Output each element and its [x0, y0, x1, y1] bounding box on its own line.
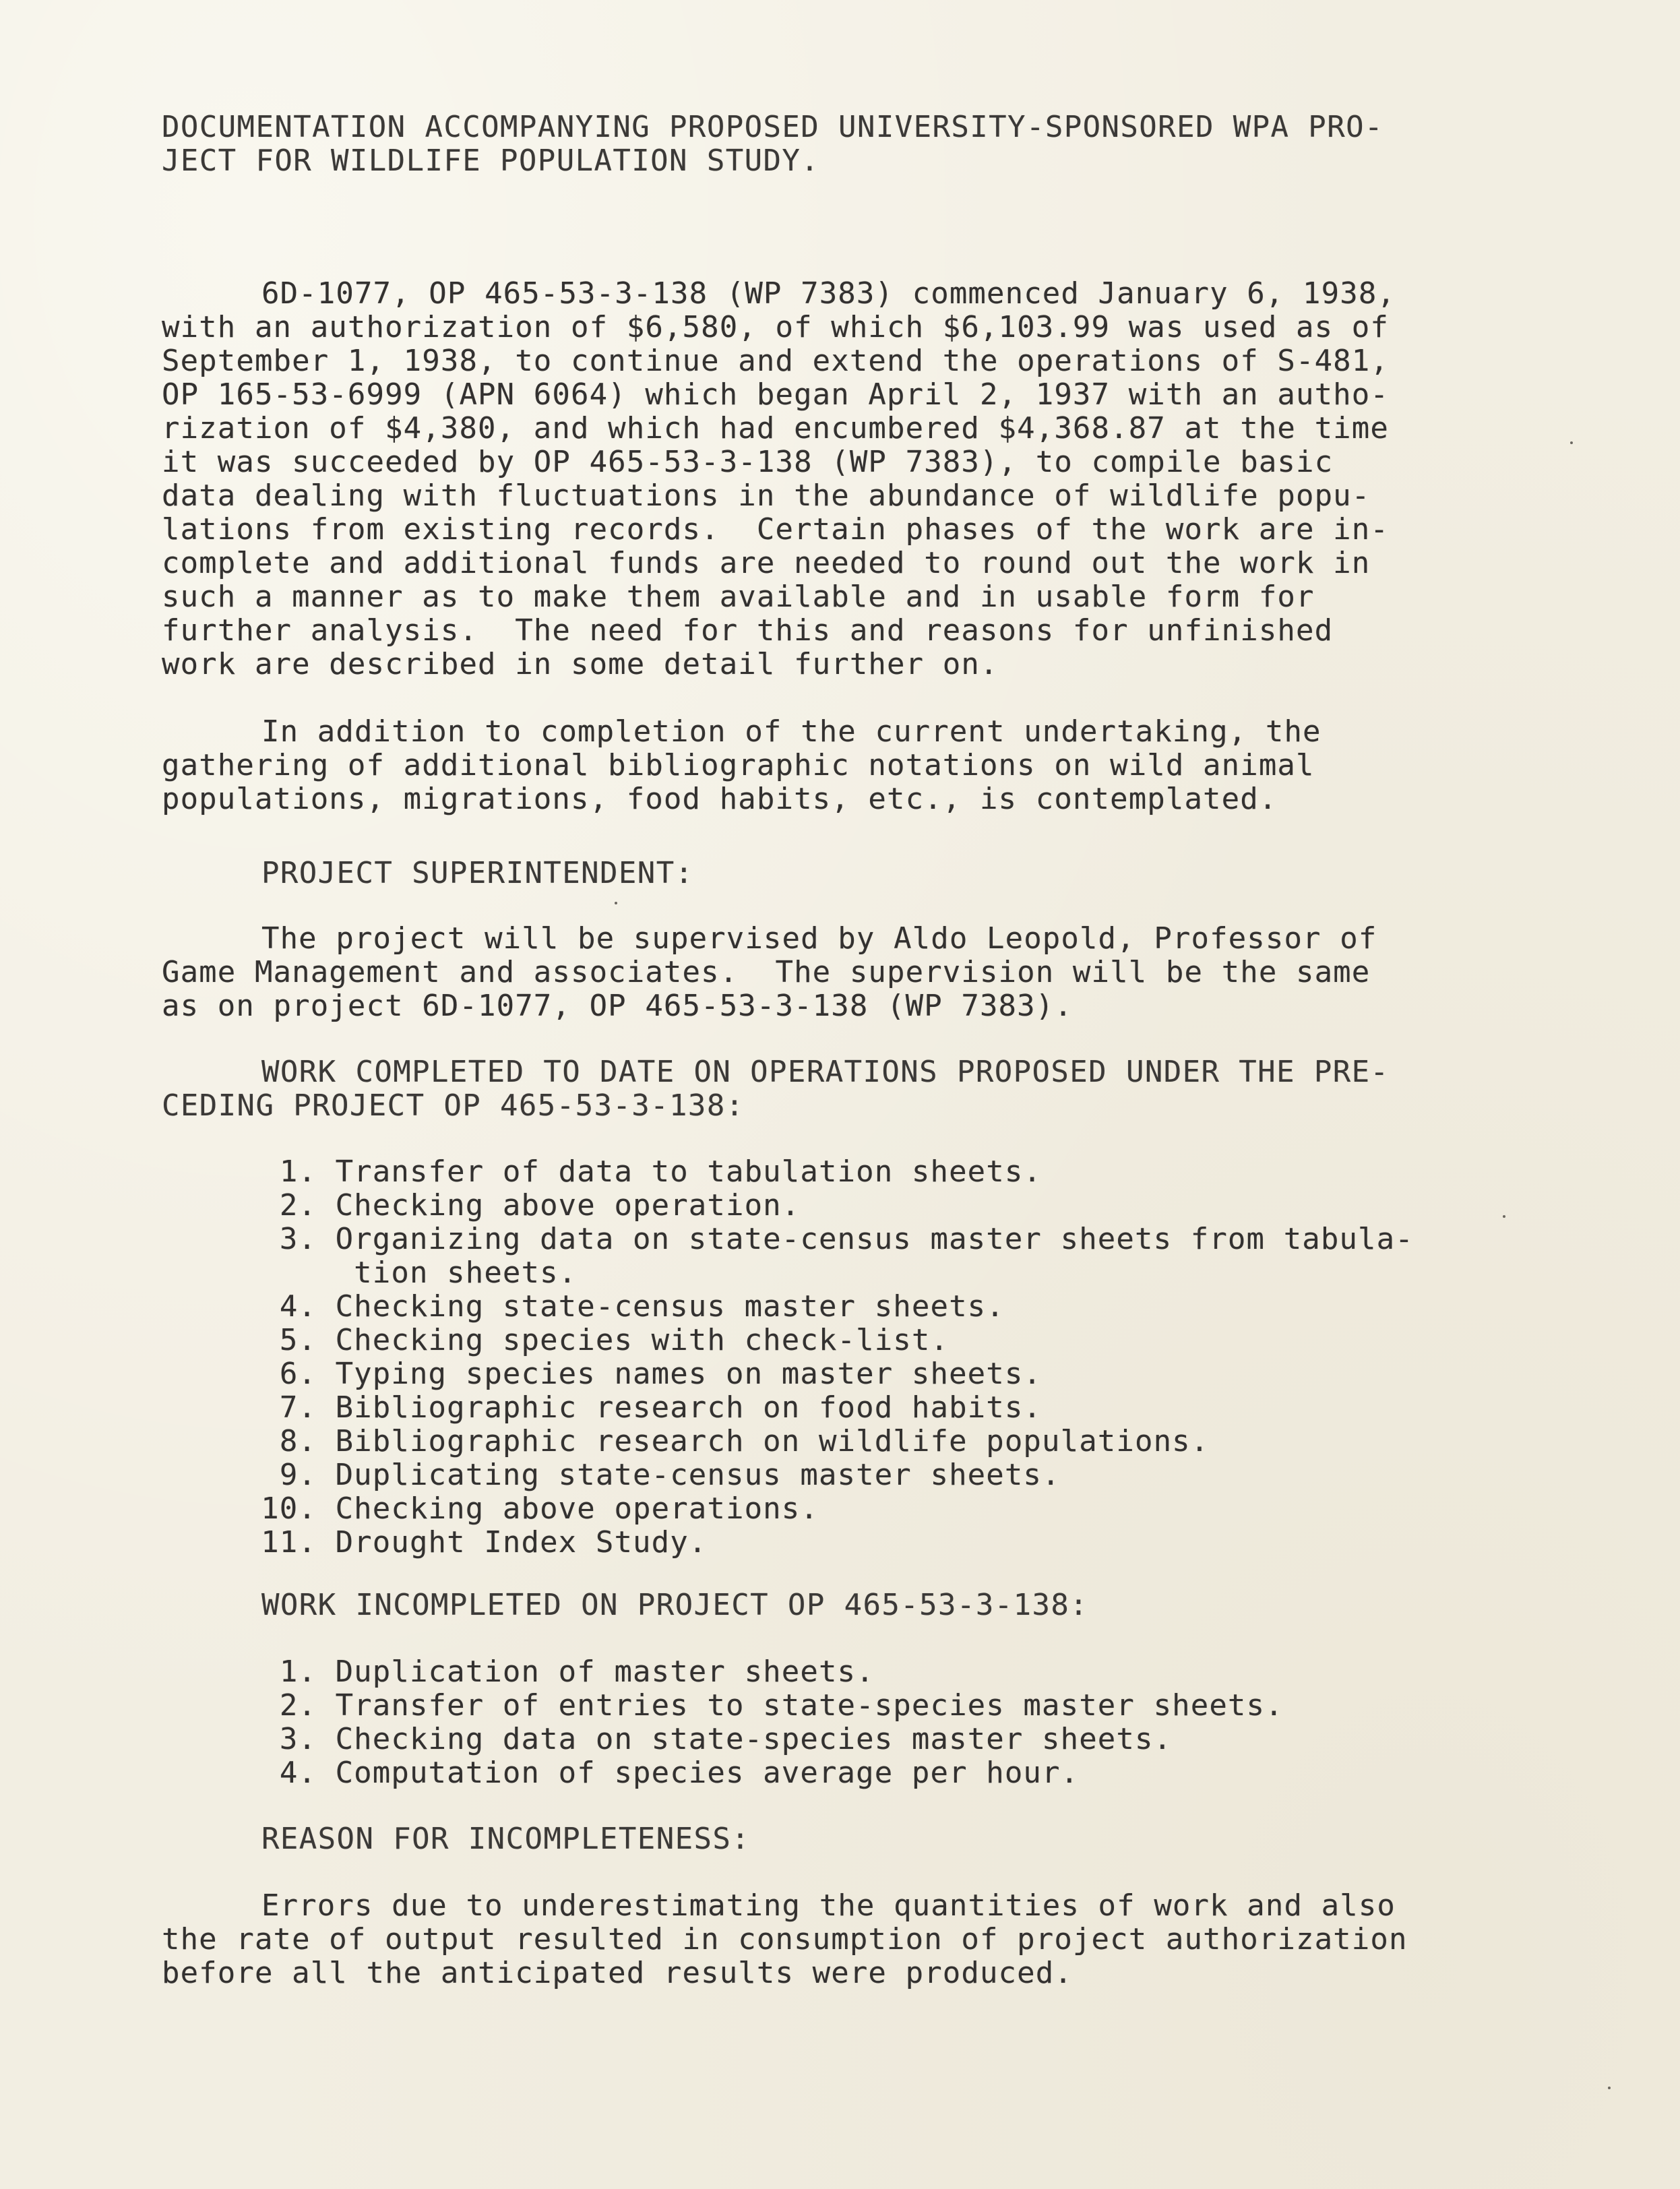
document-title-line-1: DOCUMENTATION ACCOMPANYING PROPOSED UNIVERSITY-SPONSORED WPA PRO- [162, 110, 1383, 144]
item-text: Checking state-census master sheets. [335, 1289, 1005, 1324]
item-number: 8. [279, 1424, 317, 1458]
paper-speck [615, 902, 617, 904]
paper-speck [1570, 441, 1573, 444]
item-number: 2. [279, 1688, 317, 1723]
item-number: 3. [279, 1222, 317, 1256]
paper-speck [1608, 2087, 1611, 2089]
item-number: 5. [279, 1323, 317, 1357]
addition-paragraph-line: gathering of additional bibliographic notations on wild animal [162, 748, 1315, 782]
item-text: Duplicating state-census master sheets. [335, 1458, 1061, 1492]
intro-paragraph-line: lations from existing records. Certain phases of the work are in- [162, 512, 1389, 547]
item-text: Checking data on state-species master sheets. [335, 1722, 1173, 1756]
completed-list-item [236, 1492, 819, 1526]
completed-list-item [236, 1357, 1042, 1391]
item-text: Transfer of entries to state-species master sheets. [335, 1688, 1284, 1723]
item-text: Transfer of data to tabulation sheets. [335, 1154, 1043, 1189]
intro-paragraph-line: work are described in some detail further on. [162, 647, 999, 681]
reason-paragraph-line: before all the anticipated results were produced. [162, 1956, 1073, 1990]
intro-paragraph-line: rization of $4,380, and which had encumbered $4,368.87 at the time [162, 411, 1389, 445]
item-text: Drought Index Study. [335, 1525, 708, 1560]
intro-paragraph-line: further analysis. The need for this and reasons for unfinished [162, 613, 1334, 648]
item-text: Bibliographic research on food habits. [335, 1390, 1043, 1425]
paper-speck [1503, 1215, 1505, 1218]
item-number: 4. [279, 1289, 317, 1324]
completed-list-item [236, 1425, 1209, 1458]
intro-paragraph-line: 6D-1077, OP 465-53-3-138 (WP 7383) commenced January 6, 1938, [261, 276, 1396, 311]
intro-paragraph-line: data dealing with fluctuations in the abundance of wildlife popu- [162, 479, 1371, 513]
item-text: Duplication of master sheets. [335, 1655, 875, 1689]
intro-paragraph-line: OP 165-53-6999 (APN 6064) which began April 2, 1937 with an autho- [162, 377, 1389, 412]
item-number: 11. [261, 1525, 317, 1560]
document-title-line-2: JECT FOR WILDLIFE POPULATION STUDY. [162, 144, 820, 178]
completed-list-item [236, 1290, 1005, 1324]
completed-list-item [236, 1189, 800, 1223]
item-text: Computation of species average per hour. [335, 1756, 1080, 1790]
completed-heading-line-1: WORK COMPLETED TO DATE ON OPERATIONS PROPOSED UNDER THE PRE- [261, 1055, 1390, 1089]
intro-paragraph-line: with an authorization of $6,580, of which $6,103.99 was used as of [162, 310, 1389, 344]
superintendent-heading: PROJECT SUPERINTENDENT: [261, 856, 694, 890]
item-text: Organizing data on state-census master sheets from tabula- [335, 1222, 1414, 1256]
item-text: tion sheets. [335, 1256, 578, 1290]
completed-list-item [236, 1324, 949, 1357]
completed-list-item [236, 1155, 1042, 1189]
intro-paragraph-line: complete and additional funds are needed to round out the work in [162, 546, 1371, 580]
item-number: 1. [279, 1655, 317, 1689]
reason-paragraph-line: Errors due to underestimating the quantities of work and also [261, 1888, 1396, 1923]
reason-heading: REASON FOR INCOMPLETENESS: [261, 1822, 751, 1856]
completed-list-item [236, 1458, 1061, 1492]
intro-paragraph-line: it was succeeded by OP 465-53-3-138 (WP 7383), to compile basic [162, 445, 1334, 479]
item-text: Checking above operations. [335, 1491, 819, 1526]
superintendent-paragraph-line: as on project 6D-1077, OP 465-53-3-138 (WP 7383). [162, 989, 1073, 1023]
incompleted-heading: WORK INCOMPLETED ON PROJECT OP 465-53-3-138: [261, 1588, 1089, 1622]
item-number: 2. [279, 1188, 317, 1223]
addition-paragraph-line: populations, migrations, food habits, etc., is contemplated. [162, 782, 1278, 816]
item-number: 9. [279, 1458, 317, 1492]
intro-paragraph-line: September 1, 1938, to continue and extend the operations of S-481, [162, 344, 1389, 378]
incompleted-list-item [236, 1655, 875, 1689]
item-number: 7. [279, 1390, 317, 1425]
item-text: Typing species names on master sheets. [335, 1357, 1043, 1391]
completed-list-item [236, 1223, 1414, 1256]
item-text: Checking above operation. [335, 1188, 801, 1223]
reason-paragraph-line: the rate of output resulted in consumption of project authorization [162, 1922, 1408, 1956]
superintendent-paragraph-line: Game Management and associates. The supervision will be the same [162, 955, 1371, 989]
incompleted-list-item [236, 1689, 1284, 1723]
item-number: 4. [279, 1756, 317, 1790]
incompleted-list-item [236, 1723, 1172, 1756]
incompleted-list-item [236, 1756, 1079, 1790]
item-text: Bibliographic research on wildlife populations. [335, 1424, 1210, 1458]
intro-paragraph-line: such a manner as to make them available and in usable form for [162, 580, 1315, 614]
item-number: 3. [279, 1722, 317, 1756]
item-number: 10. [261, 1491, 317, 1526]
item-text: Checking species with check-list. [335, 1323, 950, 1357]
item-number: 1. [279, 1154, 317, 1189]
completed-heading-line-2: CEDING PROJECT OP 465-53-3-138: [162, 1088, 745, 1123]
completed-list-item [236, 1391, 1042, 1425]
addition-paragraph-line: In addition to completion of the current undertaking, the [261, 714, 1321, 749]
item-number: 6. [279, 1357, 317, 1391]
completed-list-item-continuation [236, 1256, 577, 1290]
completed-list-item [236, 1526, 707, 1560]
superintendent-paragraph-line: The project will be supervised by Aldo Leopold, Professor of [261, 921, 1377, 956]
